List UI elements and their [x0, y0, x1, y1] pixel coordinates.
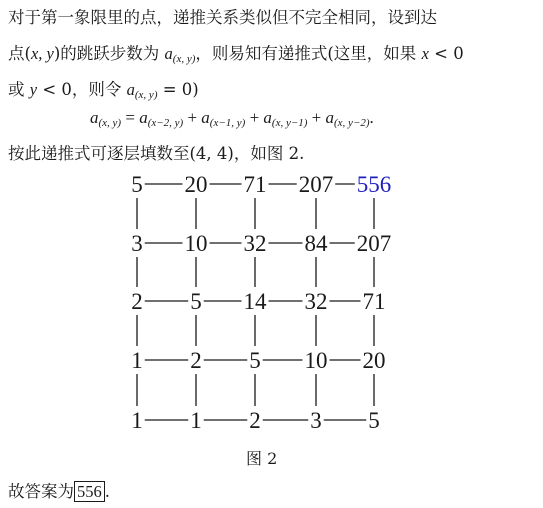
formula-term-3-sub: (x, y−1): [271, 117, 308, 129]
formula-term-1-sub: (x−2, y): [147, 117, 184, 129]
intro-line-1: 对于第一象限里的点，递推关系类似但不完全相同，设到达: [8, 8, 437, 27]
grid-cell-r2-c0: 2: [131, 289, 143, 314]
formula-plus-1: +: [183, 108, 202, 127]
grid-cell-r3-c2: 5: [249, 348, 261, 373]
formula-term-2-sub: (x−1, y): [209, 117, 246, 129]
formula-term-1: a: [139, 108, 148, 127]
intro-line2-mid: )的跳跃步数为: [53, 44, 165, 63]
formula-term-4-sub: (x, y−2): [334, 117, 370, 129]
intro-line2-sub: (x, y): [172, 53, 196, 65]
grid-cell-r0-c0: 5: [131, 172, 143, 197]
formula-lhs: a: [90, 108, 99, 127]
intro-line3-sub: (x, y): [134, 89, 158, 101]
intro-line2-xy: x, y: [30, 44, 54, 63]
grid-cell-r1-c2: 32: [243, 231, 267, 256]
intro-line3-y: y: [29, 80, 38, 99]
answer-line: [8, 478, 110, 502]
grid-cell-r4-c0: 1: [131, 408, 143, 433]
grid-cell-r0-c2: 71: [243, 172, 267, 197]
intro-line2-x: x: [421, 44, 429, 63]
formula-term-3: a: [263, 108, 272, 127]
grid-cell-r2-c4: 71: [362, 289, 386, 314]
intro-line2-post: ，则易知有递推式(这里，如果: [195, 44, 422, 63]
formula-plus-3: +: [307, 108, 326, 127]
grid-cell-r3-c4: 20: [362, 348, 386, 373]
answer-prefix: 故答案为: [8, 482, 74, 501]
grid-cell-r2-c1: 5: [190, 289, 202, 314]
intro-line3-post: = 0): [157, 80, 199, 99]
grid-cell-r0-c3: 207: [298, 172, 334, 197]
intro-line3-a: a: [126, 80, 135, 99]
grid-cell-r3-c1: 2: [190, 348, 202, 373]
grid-cell-r3-c3: 10: [304, 348, 328, 373]
formula-eq: =: [121, 108, 140, 127]
grid-cell-r3-c0: 1: [131, 348, 143, 373]
grid-cell-r4-c1: 1: [190, 408, 202, 433]
intro-line3-lt: < 0，则令: [37, 80, 127, 99]
grid-cell-r4-c2: 2: [249, 408, 261, 433]
intro-line3-pre: 或: [8, 80, 30, 99]
formula-term-4: a: [325, 108, 335, 127]
intro-line2-lt: < 0: [428, 44, 464, 63]
grid-cell-r0-c4: 556: [356, 172, 392, 197]
grid-cell-r1-c1: 10: [184, 231, 208, 256]
grid-cell-r1-c4: 207: [356, 231, 392, 256]
intro-line2-a: a: [164, 44, 173, 63]
formula-end: .: [369, 108, 374, 127]
figure-caption: 图 2: [246, 449, 278, 468]
grid-cell-r4-c4: 5: [368, 408, 380, 433]
grid-cell-r2-c3: 32: [304, 289, 328, 314]
intro-line2-pre: 点(: [8, 44, 31, 63]
grid-cell-r0-c1: 20: [184, 172, 208, 197]
formula-lhs-sub: (x, y): [98, 117, 122, 129]
grid-cell-r4-c3: 3: [310, 408, 322, 433]
grid-cell-r2-c2: 14: [243, 289, 267, 314]
answer-suffix: .: [104, 482, 110, 501]
answer-box: 556: [74, 481, 105, 502]
intro-line-4: 按此递推式可逐层填数至(4, 4)，如图 2.: [8, 144, 305, 163]
grid-cell-r1-c3: 84: [304, 231, 328, 256]
formula-plus-2: +: [245, 108, 264, 127]
grid-cell-r1-c0: 3: [131, 231, 143, 256]
formula-term-2: a: [201, 108, 210, 127]
